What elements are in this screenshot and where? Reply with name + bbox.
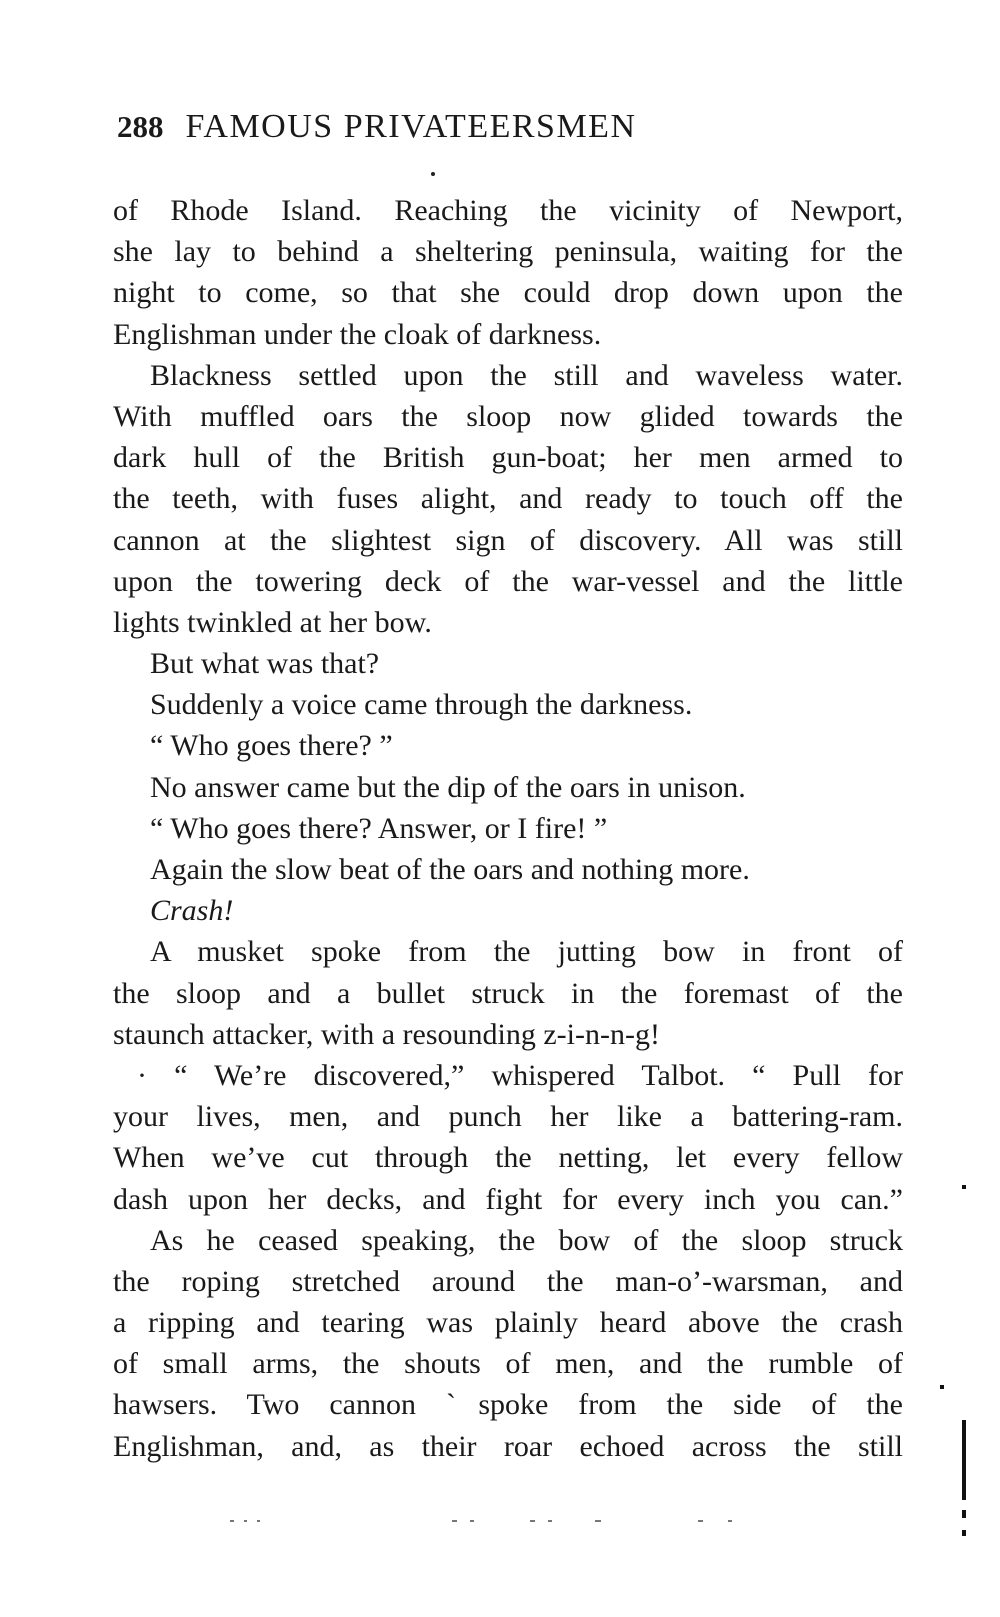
text-line: With muffled oars the sloop now glided towards the (113, 399, 903, 433)
ink-speck (431, 172, 435, 176)
text-line: your lives, men, and punch her like a battering-ram. (113, 1100, 903, 1134)
text-line: Suddenly a voice came through the darkness. (150, 688, 693, 722)
text-line: Again the slow beat of the oars and nothing more. (150, 853, 750, 886)
scan-edge-mark (962, 1420, 966, 1500)
text-line: A musket spoke from the jutting bow in front of (150, 935, 903, 969)
page-number: 288 (117, 109, 164, 144)
text-line: When we’ve cut through the netting, let every fellow (113, 1141, 903, 1175)
scan-edge-mark (962, 1510, 966, 1518)
text-line: the sloop and a bullet struck in the foremast of the (113, 976, 903, 1010)
text-line: she lay to behind a sheltering peninsula, waiting for the (113, 235, 903, 269)
scan-edge-mark (962, 1185, 966, 1189)
text-line: But what was that? (150, 647, 380, 681)
text-line: night to come, so that she could drop down upon the (113, 276, 903, 310)
text-line: Blackness settled upon the still and waveless water. (150, 358, 903, 392)
text-line: Crash! (150, 894, 234, 928)
text-line: cannon at the slightest sign of discovery. All was still (113, 523, 903, 557)
text-line: Englishman under the cloak of darkness. (113, 317, 602, 351)
text-line: dash upon her decks, and fight for every inch you can.” (113, 1182, 903, 1216)
text-line: lights twinkled at her bow. (113, 605, 432, 639)
text-line: of Rhode Island. Reaching the vicinity of Newport, (113, 194, 903, 227)
text-line: upon the towering deck of the war-vessel and the little (113, 564, 903, 598)
text-line: As he ceased speaking, the bow of the sloop struck (150, 1223, 903, 1257)
text-line: of small arms, the shouts of men, and the rumble of (113, 1347, 903, 1381)
text-line: Englishman, and, as their roar echoed across the still (113, 1429, 903, 1463)
text-line: hawsers. Two cannon ˋspoke from the side of the (113, 1388, 903, 1422)
text-line: a ripping and tearing was plainly heard above the crash (113, 1306, 903, 1340)
text-line: the roping stretched around the man-o’-warsman, and (113, 1264, 903, 1298)
text-line: No answer came but the dip of the oars in unison. (150, 770, 746, 804)
text-line: the teeth, with fuses alight, and ready to touch off the (113, 482, 903, 516)
scan-edge-mark (940, 1385, 944, 1389)
running-header (117, 108, 897, 146)
running-title: FAMOUS PRIVATEERSMEN (185, 108, 637, 145)
text-line: “ Who goes there? Answer, or I fire! ” (150, 811, 608, 845)
text-line: dark hull of the British gun-boat; her men armed to (113, 441, 903, 475)
scan-edge-mark (962, 1530, 966, 1536)
text-line: · “ We’re discovered,” whispered Talbot. “ Pull for (137, 1058, 903, 1092)
body-text (113, 190, 903, 1467)
text-line: “ Who goes there? ” (150, 729, 393, 763)
cut-off-line-remnant (230, 1520, 750, 1526)
text-line: staunch attacker, with a resounding z-i-n-n-g! (113, 1017, 660, 1051)
